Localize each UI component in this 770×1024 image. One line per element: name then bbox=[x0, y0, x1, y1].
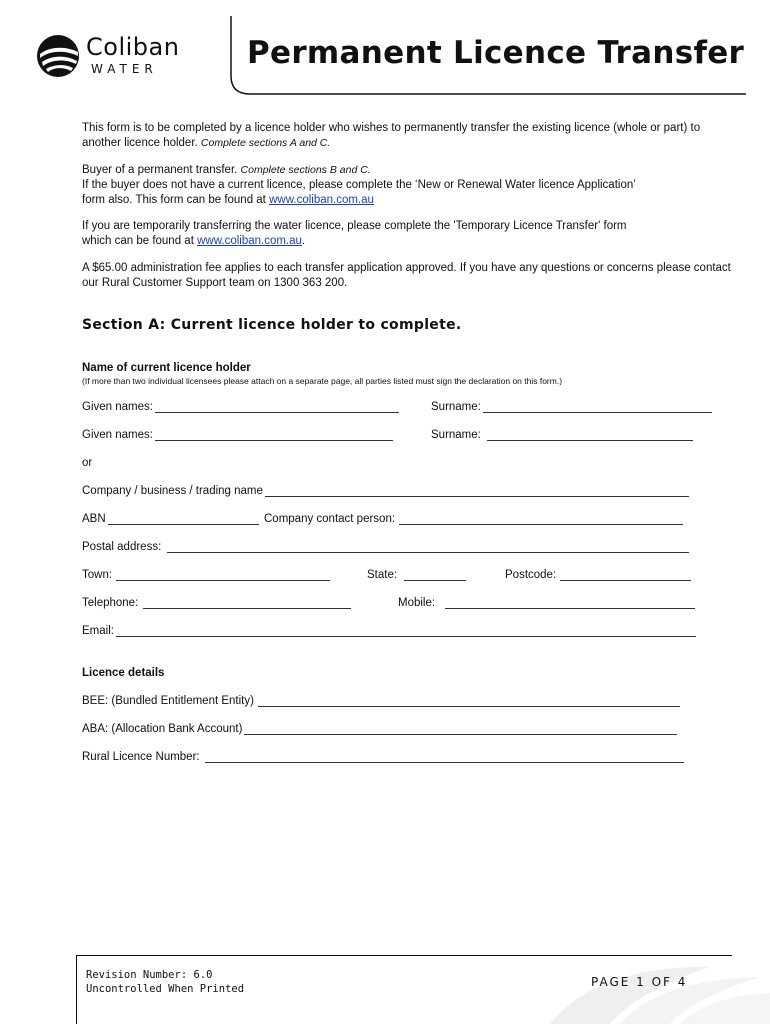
page-title: Permanent Licence Transfer bbox=[247, 35, 745, 71]
coliban-link-2[interactable]: www.coliban.com.au bbox=[197, 235, 302, 247]
surname-field-2[interactable]: Surname: bbox=[431, 429, 693, 441]
given-names-field-2[interactable]: Given names: bbox=[82, 429, 393, 441]
town-field[interactable]: Town: bbox=[82, 569, 330, 581]
page-number: PAGE 1 OF 4 bbox=[591, 975, 688, 989]
footer-rule bbox=[76, 955, 732, 956]
revision-info: Revision Number: 6.0 Uncontrolled When Printed bbox=[86, 969, 245, 995]
state-field[interactable]: State: bbox=[367, 569, 466, 581]
aba-field[interactable]: ABA: (Allocation Bank Account) bbox=[82, 723, 677, 735]
postcode-field[interactable]: Postcode: bbox=[505, 569, 691, 581]
or-label: or bbox=[82, 457, 93, 469]
email-field[interactable]: Email: bbox=[82, 625, 696, 637]
footer-rule-vertical bbox=[76, 955, 77, 1024]
rural-licence-field[interactable]: Rural Licence Number: bbox=[82, 751, 684, 763]
abn-field[interactable]: ABN bbox=[82, 513, 259, 525]
intro-paragraph-3: If you are temporarily transferring the water licence, please complete the 'Temporary Licence Transfer' form which can be found at www.coliban.com.au. bbox=[82, 220, 627, 247]
coliban-link-1[interactable]: www.coliban.com.au bbox=[269, 194, 374, 206]
intro-paragraph-2: Buyer of a permanent transfer. Complete sections B and C. If the buyer does not have a current licence, please complete the ‘New or Renewal Water licence Application’ form also. This form can be found at www.coliban.com.au bbox=[82, 164, 636, 206]
company-field[interactable]: Company / business / trading name bbox=[82, 485, 689, 497]
brand-subtitle: WATER bbox=[91, 62, 158, 76]
surname-field-1[interactable]: Surname: bbox=[431, 401, 712, 413]
given-names-field-1[interactable]: Given names: bbox=[82, 401, 399, 413]
name-note: (If more than two individual licensees please attach on a separate page, all parties listed must sign the declaration on this form.) bbox=[82, 376, 563, 386]
mobile-field[interactable]: Mobile: bbox=[398, 597, 695, 609]
intro-paragraph-1: This form is to be completed by a licence holder who wishes to permanently transfer the existing licence (whole or part) to another licence holder. Complete sections A and C. bbox=[82, 122, 701, 149]
swirl-decoration bbox=[470, 955, 770, 1024]
postal-address-field[interactable]: Postal address: bbox=[82, 541, 689, 553]
company-contact-field[interactable]: Company contact person: bbox=[264, 513, 683, 525]
brand-name: Coliban bbox=[86, 33, 180, 61]
intro-paragraph-4: A $65.00 administration fee applies to each transfer application approved. If you have any questions or concerns please contact our Rural Customer Support team on 1300 363 200. bbox=[82, 262, 731, 289]
telephone-field[interactable]: Telephone: bbox=[82, 597, 351, 609]
bee-field[interactable]: BEE: (Bundled Entitlement Entity) bbox=[82, 695, 680, 707]
name-heading: Name of current licence holder bbox=[82, 362, 251, 374]
licence-details-heading: Licence details bbox=[82, 667, 165, 679]
section-a-heading: Section A: Current licence holder to complete. bbox=[82, 317, 462, 333]
